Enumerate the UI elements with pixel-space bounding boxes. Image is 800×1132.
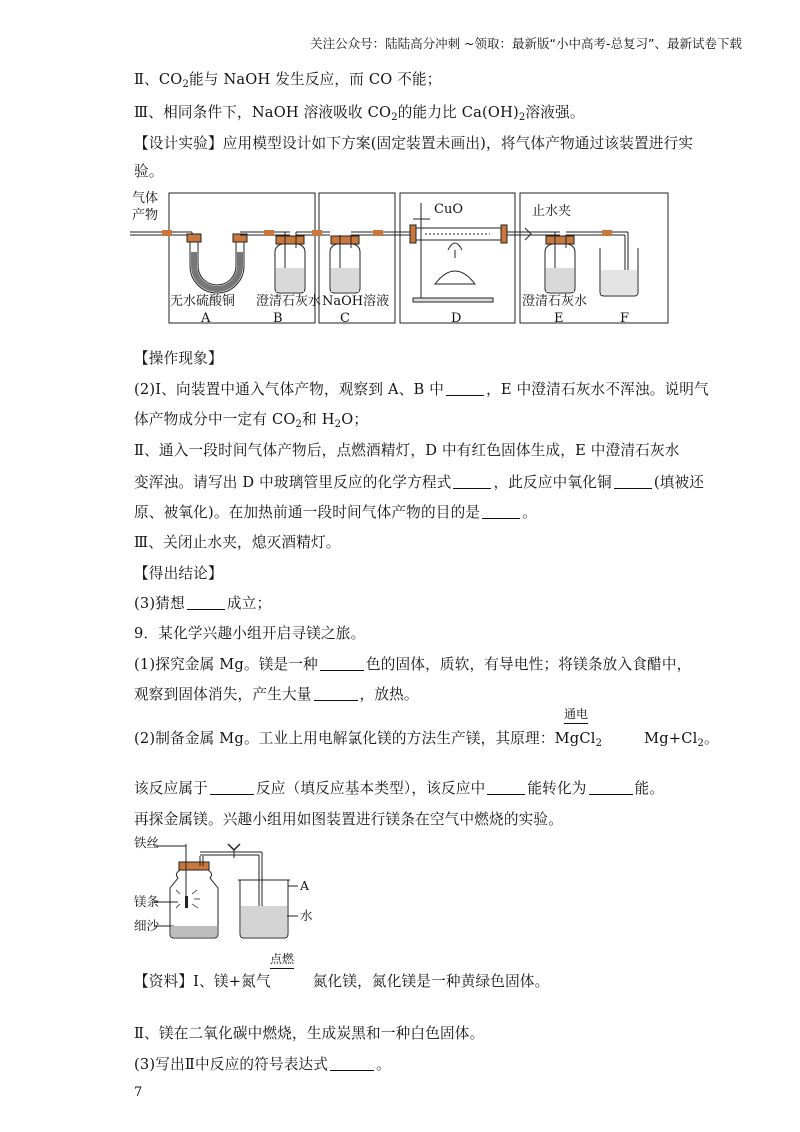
text-line: 原、被氧化)。在加热前通一段时间气体产物的目的是 。 [134, 504, 537, 521]
label-e: E [554, 311, 564, 326]
text-line: 该反应属于 反应（填反应基本类型），该反应中 能转化为 能。 [134, 780, 665, 797]
text-line: (2)制备金属 Mg。工业上用电解氯化镁的方法生产镁，其原理：MgCl$_2$ $Mg+Cl_2$。 [134, 730, 719, 749]
reagent-e-label: 澄清石灰水 [522, 294, 588, 309]
gas-label: 产物 [132, 208, 159, 223]
label-c: C [340, 311, 350, 326]
sand-label: 细沙 [134, 918, 160, 933]
answer-blank[interactable] [614, 474, 652, 489]
cuo-label: CuO [434, 202, 463, 217]
magnesium-figure [134, 836, 354, 946]
text-line: 【得出结论】 [134, 565, 223, 582]
ribbon-label: 镁条 [134, 894, 160, 909]
text-line: Ⅲ、关闭止水夹，熄灭酒精灯。 [134, 534, 341, 551]
answer-blank[interactable] [210, 780, 254, 795]
answer-blank[interactable] [314, 686, 358, 701]
condition-ignite: 点燃 [270, 950, 294, 969]
text-line: Ⅲ、相同条件下，NaOH 溶液吸收 $CO_2$的能力比 $Ca(OH)_2$溶液强。 [134, 104, 585, 123]
gas-label: 气体 [132, 191, 159, 206]
text-line: (2)Ⅰ、向装置中通入气体产物，观察到 A、B 中 ，E 中澄清石灰水不浑浊。说明气 [134, 381, 709, 398]
page-header: 关注公众号：陆陆高分冲刺 ~领取：最新版“小中高考-总复习”、最新试卷下载 [310, 36, 742, 51]
water-label: 水 [300, 908, 313, 923]
text-line: 验。 [134, 163, 164, 180]
answer-blank[interactable] [320, 656, 364, 671]
text-line: Ⅱ、通入一段时间气体产物后，点燃酒精灯，D 中有红色固体生成，E 中澄清石灰水 [134, 442, 680, 459]
text-line: 【资料】Ⅰ、镁+氮气 氮化镁，氮化镁是一种黄绿色固体。 [134, 973, 550, 990]
text-line: 【操作现象】 [134, 350, 223, 367]
apparatus-figure [130, 188, 670, 326]
clamp-label: 止水夹 [532, 204, 572, 219]
text-line: 变浑浊。请写出 D 中玻璃管里反应的化学方程式 ，此反应中氧化铜 (填被还 [134, 474, 705, 491]
answer-blank[interactable] [487, 780, 525, 795]
wire-label: 铁丝 [134, 836, 160, 850]
text-line: 再探金属镁。兴趣小组用如图装置进行镁条在空气中燃烧的实验。 [134, 811, 564, 828]
label-f: F [620, 311, 630, 326]
label-d: D [451, 311, 462, 326]
answer-blank[interactable] [330, 1056, 374, 1071]
reagent-c-label: NaOH溶液 [322, 294, 390, 309]
answer-blank[interactable] [453, 474, 491, 489]
text-line: Ⅱ、$CO_2$能与 NaOH 发生反应，而 CO 不能； [134, 71, 442, 90]
page-number: 7 [134, 1085, 143, 1100]
answer-blank[interactable] [589, 780, 633, 795]
text-line: 体产物成分中一定有 $CO_2$和 $H_2O$； [134, 411, 369, 430]
reagent-b-label: 澄清石灰水 [256, 294, 322, 309]
text-line: Ⅱ、镁在二氧化碳中燃烧，生成炭黑和一种白色固体。 [134, 1025, 485, 1042]
label-a: A [300, 878, 310, 893]
text-line: (1)探究金属 Mg。镁是一种 色的固体，质软，有导电性；将镁条放入食醋中， [134, 656, 692, 673]
answer-blank[interactable] [482, 504, 520, 519]
text-line: (3)写出Ⅱ中反应的符号表达式 。 [134, 1056, 391, 1073]
answer-blank[interactable] [187, 595, 225, 610]
text-line: 【设计实验】应用模型设计如下方案(固定装置未画出)，将气体产物通过该装置进行实 [134, 135, 694, 152]
text-line: 9．某化学兴趣小组开启寻镁之旅。 [134, 625, 366, 642]
condition-electrolysis: 通电 [564, 705, 588, 724]
answer-blank[interactable] [446, 381, 484, 396]
label-b: B [273, 311, 283, 326]
text-line: (3)猜想 成立； [134, 595, 272, 612]
label-a: A [201, 311, 211, 326]
text-line: 观察到固体消失，产生大量 ，放热。 [134, 686, 419, 703]
reagent-a-label: 无水硫酸铜 [170, 294, 236, 309]
